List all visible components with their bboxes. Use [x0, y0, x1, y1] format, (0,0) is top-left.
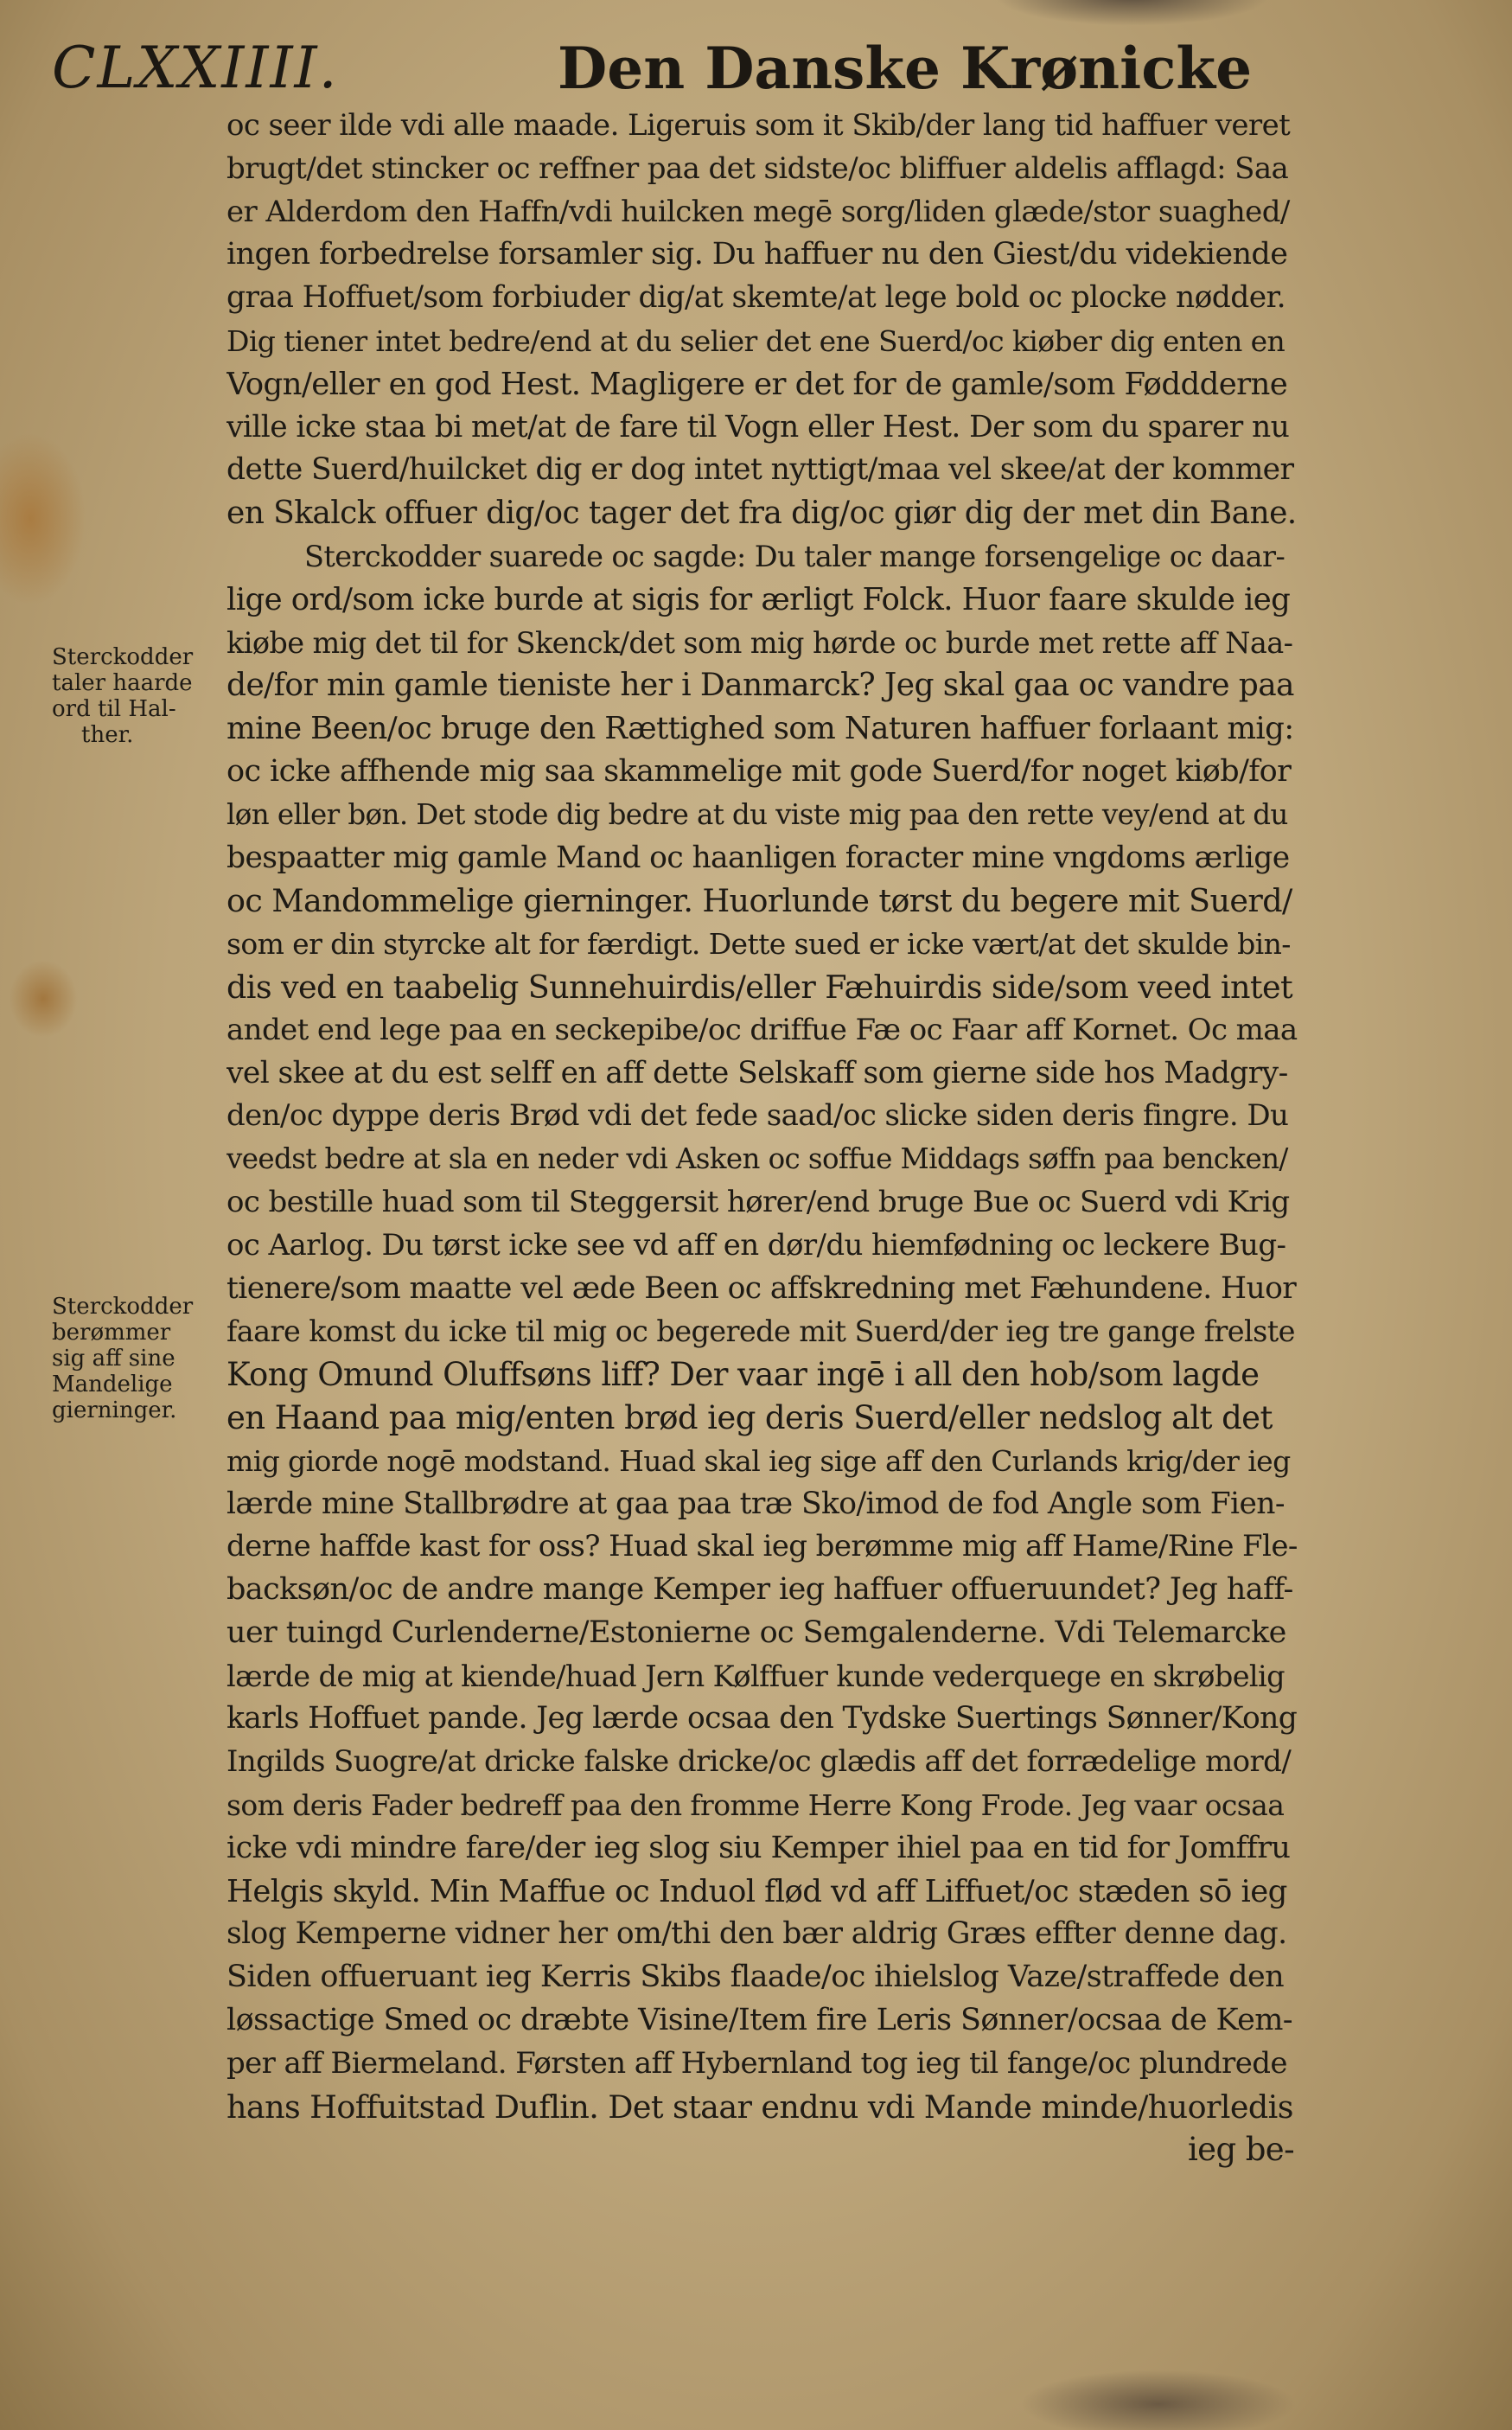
text-line: den/oc dyppe deris Brød vdi det fede saad/oc slicke siden deris fingre. Du [226, 1098, 1289, 1134]
text-line: Dig tiener intet bedre/end at du selier det ene Suerd/oc kiøber dig enten en [226, 323, 1286, 358]
text-line: Siden offueruant ieg Kerris Skibs flaade/oc ihielslog Vaze/straffede den [226, 1960, 1285, 1995]
running-title: Den Danske Krønicke [558, 35, 1253, 102]
text-line: Kong Omund Oluffsøns liff? Der vaar ingē i all den hob/som lagde [226, 1356, 1260, 1394]
stain [0, 432, 86, 605]
side-note-line: ord til Hal- [52, 696, 176, 722]
text-line: oc seer ilde vdi alle maade. Ligeruis som it Skib/der lang tid haffuer veret [226, 108, 1291, 143]
text-line: ville icke staa bi met/at de fare til Vogn eller Hest. Der som du sparer nu [226, 409, 1290, 444]
text-line: dette Suerd/huilcket dig er dog intet nyttigt/maa vel skee/at der kommer [226, 452, 1294, 488]
text-line: hans Hoffuitstad Duflin. Det staar endnu vdi Mande minde/huorledis [226, 2088, 1293, 2126]
text-line: mine Been/oc bruge den Rættighed som Naturen haffuer forlaant mig: [226, 711, 1294, 747]
stain [994, 0, 1271, 26]
catchword: ieg be- [1187, 2131, 1294, 2169]
text-line: ingen forbedrelse forsamler sig. Du haffuer nu den Giest/du videkiende [226, 237, 1288, 272]
text-line: andet end lege paa en seckepibe/oc driffue Fæ oc Faar aff Kornet. Oc maa [226, 1012, 1298, 1047]
text-line: mig giorde nogē modstand. Huad skal ieg sige aff den Curlands krig/der ieg [226, 1443, 1291, 1478]
text-line: lige ord/som icke burde at sigis for ærligt Folck. Huor faare skulde ieg [226, 581, 1291, 617]
text-line: tienere/som maatte vel æde Been oc affskredning met Fæhundene. Huor [226, 1270, 1297, 1306]
stain [1020, 2369, 1297, 2430]
text-line: graa Hoffuet/som forbiuder dig/at skemte/at lege bold oc plocke nødder. [226, 280, 1286, 316]
text-line: Helgis skyld. Min Maffue oc Induol flød vd aff Liffuet/oc stæden sō ieg [226, 1873, 1287, 1909]
text-line: karls Hoffuet pande. Jeg lærde ocsaa den Tydske Suertings Sønner/Kong [226, 1701, 1298, 1736]
folio-number: CLXXIIII. [52, 35, 339, 101]
text-line: backsøn/oc de andre mange Kemper ieg haffuer offueruundet? Jeg haff- [226, 1572, 1293, 1608]
text-line: oc Mandommelige gierninger. Huorlunde tørst du begere mit Suerd/ [226, 882, 1292, 920]
text-line: en Skalck offuer dig/oc tager det fra dig/oc giør dig der met din Bane. [226, 496, 1297, 532]
text-line: veedst bedre at sla en neder vdi Asken oc soffue Middags søffn paa bencken/ [226, 1142, 1288, 1176]
text-line: Vogn/eller en god Hest. Magligere er det for de gamle/som Føddderne [226, 366, 1288, 402]
text-line: oc icke affhende mig saa skammelige mit gode Suerd/for noget kiøb/for [226, 753, 1292, 789]
text-line: en Haand paa mig/enten brød ieg deris Suerd/eller nedslog alt det [226, 1398, 1273, 1436]
side-note-line: Sterckodder [52, 1294, 194, 1320]
text-line: som er din styrcke alt for færdigt. Dette sued er icke vært/at det skulde bin- [226, 927, 1291, 962]
page-header [52, 35, 1297, 104]
text-line: kiøbe mig det til for Skenck/det som mig hørde oc burde met rette aff Naa- [226, 625, 1293, 660]
text-line: løssactige Smed oc dræbte Visine/Item fire Leris Sønner/ocsaa de Kem- [226, 2003, 1293, 2038]
text-line: brugt/det stincker oc reffner paa det sidste/oc bliffuer aldelis afflagd: Saa [226, 150, 1289, 186]
text-line: icke vdi mindre fare/der ieg slog siu Kemper ihiel paa en tid for Jomffru [226, 1830, 1291, 1865]
side-note [52, 1294, 220, 1423]
text-line: dis ved en taabelig Sunnehuirdis/eller Fæhuirdis side/som veed intet [226, 968, 1293, 1006]
text-line: lærde de mig at kiende/huad Jern Kølffuer kunde vederquege en skrøbelig [226, 1659, 1286, 1693]
side-note-line: taler haarde [52, 670, 193, 696]
text-line: faare komst du icke til mig oc begerede mit Suerd/der ieg tre gange frelste [226, 1314, 1295, 1349]
text-line: vel skee at du est selff en aff dette Selskaff som gierne side hos Madgry- [226, 1055, 1288, 1090]
text-line: uer tuingd Curlenderne/Estonierne oc Semgalenderne. Vdi Telemarcke [226, 1615, 1286, 1650]
text-line: derne haffde kast for oss? Huad skal ieg berømme mig aff Hame/Rine Fle- [226, 1529, 1298, 1564]
text-line: lærde mine Stallbrødre at gaa paa træ Sko/imod de fod Angle som Fien- [226, 1486, 1285, 1521]
side-note-line: sig aff sine [52, 1346, 175, 1372]
text-line: bespaatter mig gamle Mand oc haanligen foracter mine vngdoms ærlige [226, 840, 1290, 875]
side-note [52, 644, 220, 748]
text-line: som deris Fader bedreff paa den fromme Herre Kong Frode. Jeg vaar ocsaa [226, 1788, 1285, 1823]
text-line: Sterckodder suarede oc sagde: Du taler mange forsengelige oc daar- [304, 539, 1286, 573]
text-line: løn eller bøn. Det stode dig bedre at du viste mig paa den rette vey/end at du [226, 797, 1288, 831]
side-note-line: ther. [81, 722, 134, 748]
text-line: de/for min gamle tieniste her i Danmarck? Jeg skal gaa oc vandre paa [226, 668, 1294, 704]
body-text [226, 105, 1298, 2171]
side-note-line: Mandelige [52, 1372, 173, 1397]
side-note-line: berømmer [52, 1320, 171, 1346]
text-line: Ingilds Suogre/at dricke falske dricke/oc glædis aff det forrædelige mord/ [226, 1744, 1292, 1780]
side-note-line: gierninger. [52, 1397, 177, 1423]
text-line: oc bestille huad som til Steggersit hører/end bruge Bue oc Suerd vdi Krig [226, 1184, 1290, 1219]
text-line: oc Aarlog. Du tørst icke see vd aff en dør/du hiemfødning oc leckere Bug- [226, 1227, 1286, 1263]
side-note-line: Sterckodder [52, 644, 194, 670]
stain [9, 960, 78, 1038]
text-line: per aff Biermeland. Førsten aff Hybernland tog ieg til fange/oc plundrede [226, 2045, 1287, 2081]
text-line: er Alderdom den Haffn/vdi huilcken megē sorg/liden glæde/stor suaghed/ [226, 194, 1290, 229]
text-line: slog Kemperne vidner her om/thi den bær aldrig Græs effter denne dag. [226, 1916, 1287, 1952]
